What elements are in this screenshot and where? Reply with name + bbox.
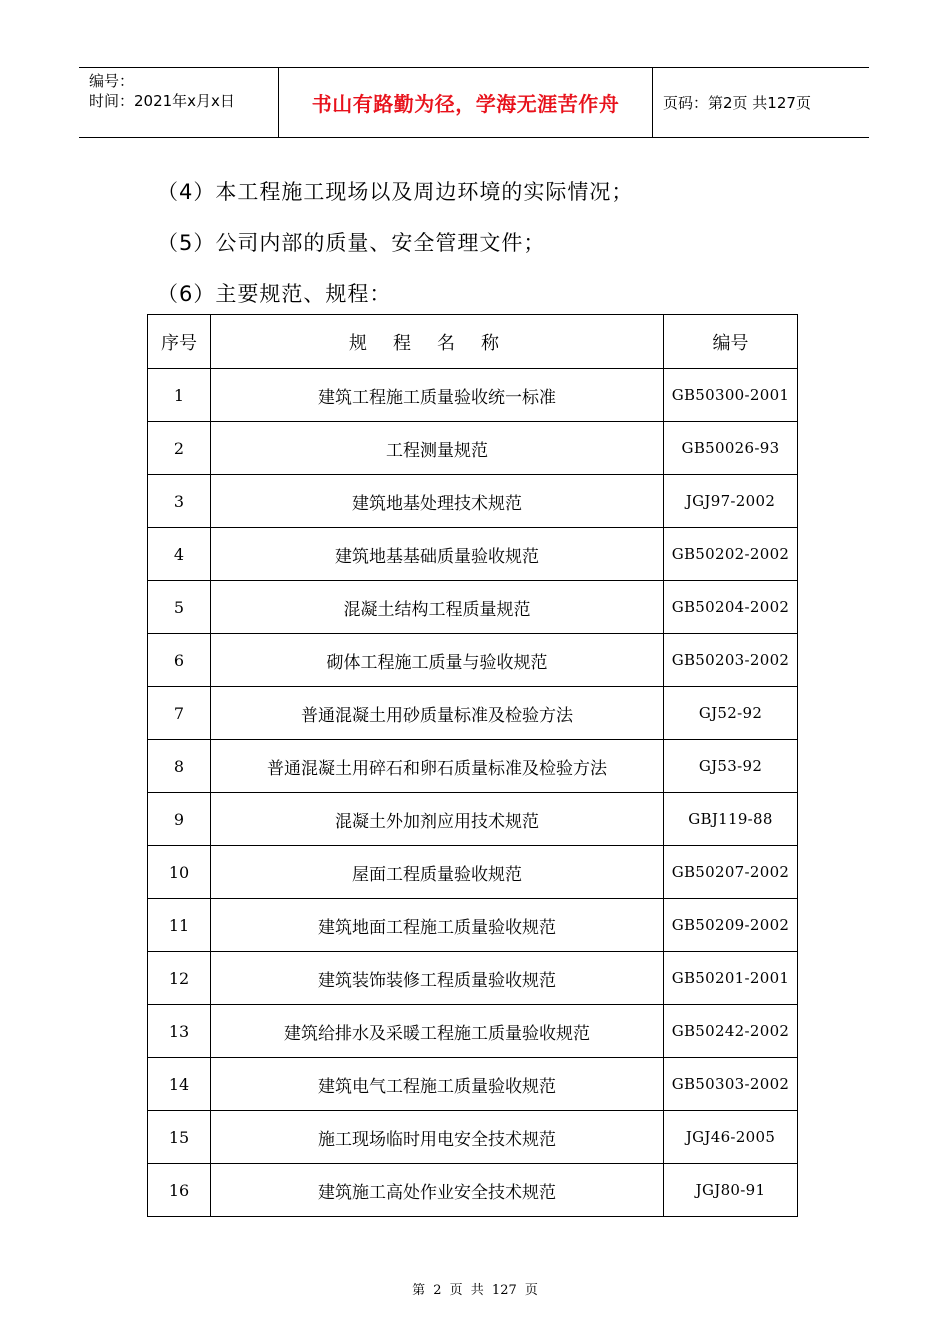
name-cell: 普通混凝土用砂质量标准及检验方法 — [211, 687, 664, 740]
header-name: 规程名称 — [211, 315, 664, 369]
header-meta — [79, 68, 279, 137]
table-row — [148, 528, 798, 581]
serial-cell: 10 — [148, 846, 211, 899]
table-row — [148, 687, 798, 740]
code-cell: GB50300-2001 — [664, 369, 798, 422]
serial-cell: 5 — [148, 581, 211, 634]
code-cell: GB50202-2002 — [664, 528, 798, 581]
code-cell: JGJ97-2002 — [664, 475, 798, 528]
code-cell: JGJ80-91 — [664, 1164, 798, 1217]
name-cell: 建筑电气工程施工质量验收规范 — [211, 1058, 664, 1111]
time-label: 时间：2021年x月x日 — [89, 92, 235, 110]
name-cell: 砌体工程施工质量与验收规范 — [211, 634, 664, 687]
name-cell: 建筑地基处理技术规范 — [211, 475, 664, 528]
table-row — [148, 952, 798, 1005]
table-header-row — [148, 315, 798, 369]
serial-cell: 15 — [148, 1111, 211, 1164]
table-body — [148, 369, 798, 1217]
table-row — [148, 581, 798, 634]
serial-cell: 4 — [148, 528, 211, 581]
serial-cell: 13 — [148, 1005, 211, 1058]
name-cell: 建筑地面工程施工质量验收规范 — [211, 899, 664, 952]
name-cell: 建筑施工高处作业安全技术规范 — [211, 1164, 664, 1217]
table-row — [148, 740, 798, 793]
code-cell: GB50209-2002 — [664, 899, 798, 952]
serial-cell: 16 — [148, 1164, 211, 1217]
header-code: 编号 — [664, 315, 798, 369]
motto-text: 书山有路勤为径，学海无涯苦作舟 — [311, 92, 620, 116]
name-cell: 建筑地基基础质量验收规范 — [211, 528, 664, 581]
page-header — [79, 67, 869, 138]
table-row — [148, 1005, 798, 1058]
serial-cell: 2 — [148, 422, 211, 475]
table-row — [148, 793, 798, 846]
header-page-info — [653, 68, 869, 137]
header-serial: 序号 — [148, 315, 211, 369]
table-row — [148, 1058, 798, 1111]
name-cell: 混凝土结构工程质量规范 — [211, 581, 664, 634]
code-cell: GBJ119-88 — [664, 793, 798, 846]
table-row — [148, 846, 798, 899]
serial-cell: 14 — [148, 1058, 211, 1111]
name-cell: 工程测量规范 — [211, 422, 664, 475]
table-row — [148, 369, 798, 422]
code-cell: GB50207-2002 — [664, 846, 798, 899]
header-motto-cell — [279, 68, 653, 137]
name-cell: 屋面工程质量验收规范 — [211, 846, 664, 899]
code-cell: GB50204-2002 — [664, 581, 798, 634]
paragraph-6: （6）主要规范、规程： — [157, 282, 392, 306]
number-label: 编号： — [89, 72, 135, 90]
code-cell: GJ52-92 — [664, 687, 798, 740]
code-cell: GB50026-93 — [664, 422, 798, 475]
name-cell: 施工现场临时用电安全技术规范 — [211, 1111, 664, 1164]
name-cell: 建筑给排水及采暖工程施工质量验收规范 — [211, 1005, 664, 1058]
code-cell: GJ53-92 — [664, 740, 798, 793]
name-cell: 普通混凝土用碎石和卵石质量标准及检验方法 — [211, 740, 664, 793]
code-cell: GB50242-2002 — [664, 1005, 798, 1058]
code-cell: GB50201-2001 — [664, 952, 798, 1005]
table-row — [148, 634, 798, 687]
code-cell: GB50303-2002 — [664, 1058, 798, 1111]
page-footer: 第 2 页 共 127 页 — [412, 1283, 538, 1298]
paragraph-4: （4）本工程施工现场以及周边环境的实际情况； — [157, 180, 634, 204]
serial-cell: 8 — [148, 740, 211, 793]
regulations-table — [147, 314, 798, 1217]
serial-cell: 12 — [148, 952, 211, 1005]
code-cell: GB50203-2002 — [664, 634, 798, 687]
name-cell: 混凝土外加剂应用技术规范 — [211, 793, 664, 846]
name-cell: 建筑装饰装修工程质量验收规范 — [211, 952, 664, 1005]
code-cell: JGJ46-2005 — [664, 1111, 798, 1164]
serial-cell: 6 — [148, 634, 211, 687]
table-row — [148, 1164, 798, 1217]
serial-cell: 3 — [148, 475, 211, 528]
paragraph-5: （5）公司内部的质量、安全管理文件； — [157, 231, 546, 255]
name-cell: 建筑工程施工质量验收统一标准 — [211, 369, 664, 422]
serial-cell: 9 — [148, 793, 211, 846]
table-row — [148, 1111, 798, 1164]
table-row — [148, 899, 798, 952]
table-row — [148, 475, 798, 528]
serial-cell: 7 — [148, 687, 211, 740]
serial-cell: 11 — [148, 899, 211, 952]
serial-cell: 1 — [148, 369, 211, 422]
page-info-text: 页码：第2页 共127页 — [663, 94, 811, 112]
table-row — [148, 422, 798, 475]
